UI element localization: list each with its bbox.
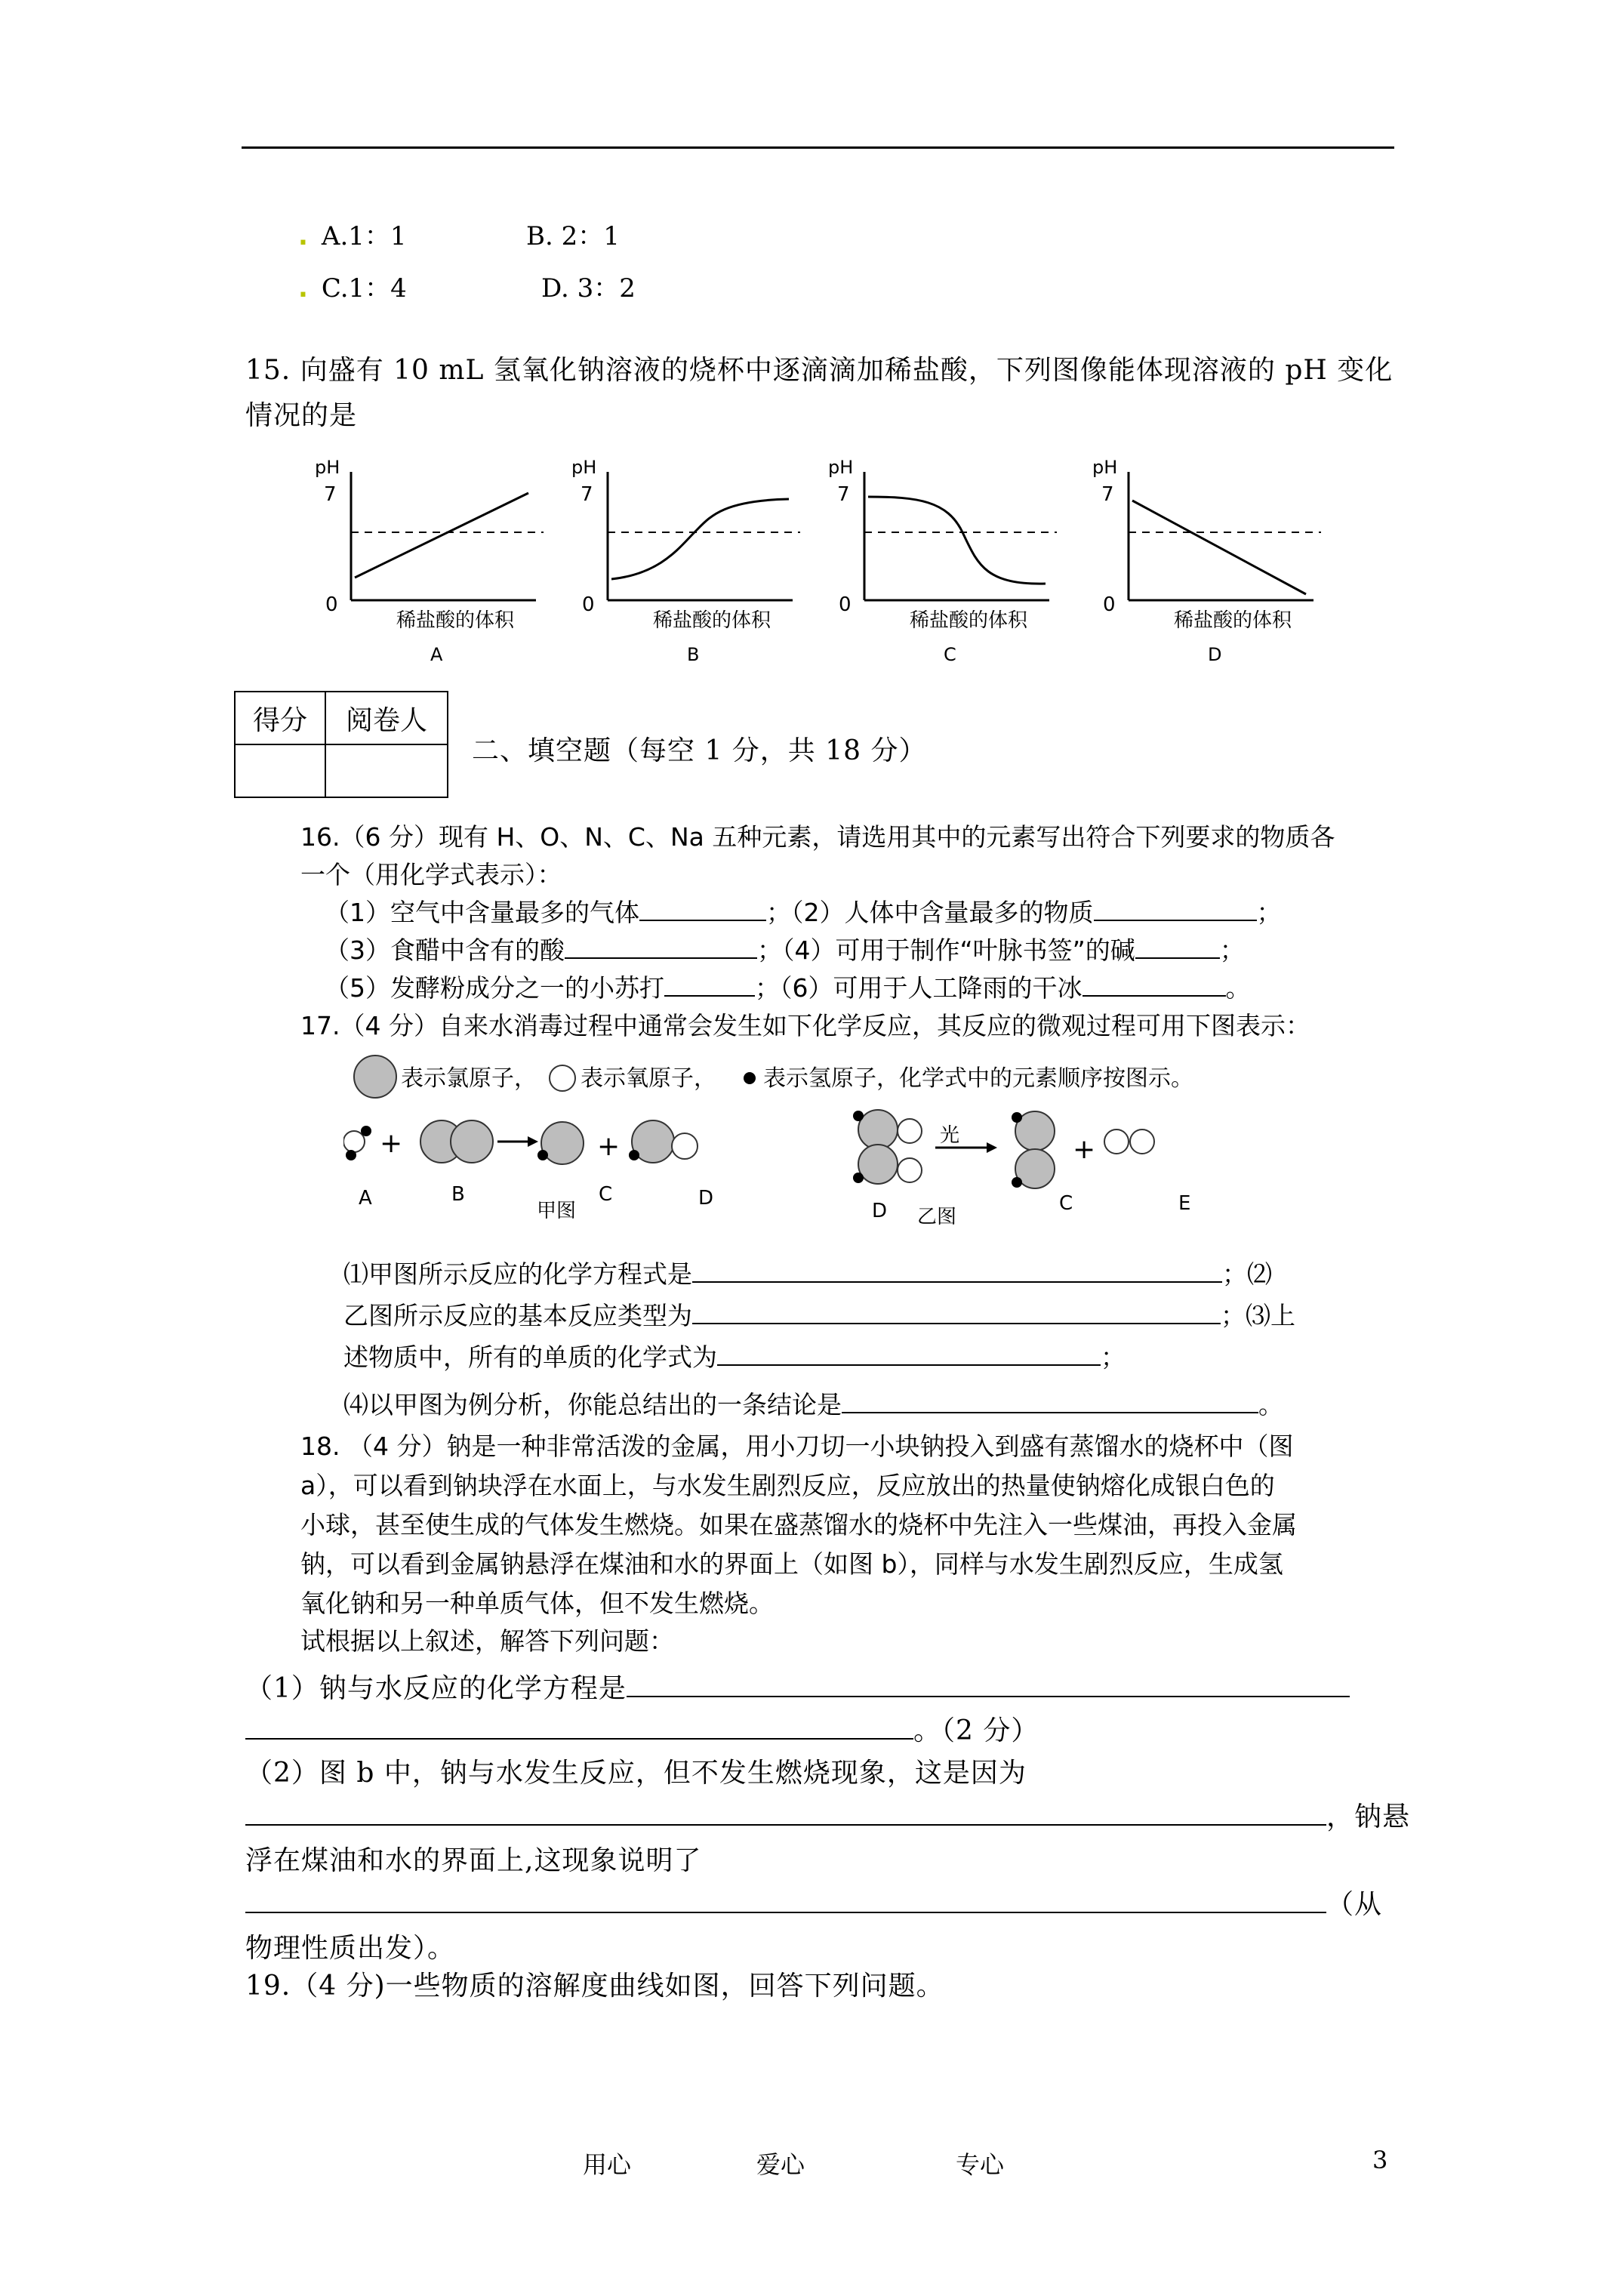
score-table — [234, 691, 448, 798]
score-cell[interactable] — [235, 744, 325, 797]
q16-semi-2: ； — [1219, 935, 1245, 965]
footer-b: 爱心 — [756, 2150, 805, 2179]
ph-chart-letter: B — [687, 644, 700, 665]
arrow-2-head — [987, 1142, 997, 1153]
ph-chart-tick-7: 7 — [837, 483, 850, 506]
q16-line2: 一个（用化学式表示）： — [300, 860, 562, 889]
ph-chart-curve — [611, 499, 789, 579]
legend-chlorine-label: 表示氯原子， — [401, 1065, 537, 1092]
ph-chart-letter: D — [1208, 644, 1222, 665]
q16-item6-label: ；（6）可用于人工降雨的干冰 — [755, 973, 1083, 1003]
q18-line1: 18. （4 分）钠是一种非常活泼的金属，用小刀切一小块钠投入到盛有蒸馏水的烧杯中（图 — [300, 1432, 1294, 1461]
q17-title: 17.（4 分）自来水消毒过程中通常会发生如下化学反应，其反应的微观过程可用下图表示： — [300, 1011, 1310, 1040]
q17-part1 — [343, 1255, 1272, 1290]
q18-blank-1[interactable] — [627, 1667, 1350, 1697]
q18-line2: a），可以看到钠块浮在水面上，与水发生剧烈反应，反应放出的热量使钠熔化成银白色的 — [300, 1471, 1275, 1500]
jia-name: 甲图 — [537, 1200, 577, 1222]
option-c: C.1：4 — [321, 273, 407, 304]
option-row-1: . A.1：1 — [298, 221, 407, 251]
ph-chart-tick-0: 0 — [839, 593, 852, 616]
q17-diagram-svg — [343, 1049, 1340, 1231]
ph-chart-ylabel: pH — [571, 457, 597, 478]
option-b: B. 2：1 — [526, 221, 620, 251]
q16-row2 — [325, 931, 1245, 966]
plus-3: + — [1073, 1134, 1096, 1165]
oxygen-atom-icon — [550, 1065, 575, 1091]
q17-part2-end: ；⑶上 — [1221, 1301, 1295, 1330]
q16-item1-label: （1）空气中含量最多的气体 — [325, 898, 639, 927]
q19-line: 19.（4 分)一些物质的溶解度曲线如图，回答下列问题。 — [245, 1971, 944, 2002]
q16-period: 。 — [1225, 973, 1251, 1003]
arrow-1-head — [528, 1136, 538, 1147]
q17-part2 — [343, 1296, 1295, 1332]
footer-c: 专心 — [956, 2150, 1005, 2179]
page-number: 3 — [1372, 2146, 1388, 2174]
q18-sub1-end: 。（2 分） — [913, 1715, 1039, 1746]
ph-chart-xlabel: 稀盐酸的体积 — [1174, 609, 1292, 632]
q18-sub2: （2）图 b 中，钠与水发生反应，但不发生燃烧现象，这是因为 — [245, 1758, 1027, 1789]
jia-letter-d: D — [698, 1187, 714, 1210]
q18-sub2-end: ，钠悬 — [1326, 1801, 1411, 1832]
ph-chart-letter: A — [430, 644, 443, 665]
q17-part4 — [343, 1385, 1283, 1421]
q16-row3 — [325, 969, 1251, 1004]
q16-item2-label: ；（2）人体中含量最多的物质 — [766, 898, 1094, 927]
ph-chart-a — [315, 457, 544, 665]
q17-part1-label: ⑴甲图所示反应的化学方程式是 — [343, 1259, 692, 1289]
yi-letter-e: E — [1178, 1192, 1191, 1215]
ph-charts-svg — [306, 449, 1423, 676]
section2-title: 二、填空题（每空 1 分，共 18 分） — [472, 735, 927, 766]
yi-letter-d: D — [872, 1200, 888, 1222]
ph-chart-tick-7: 7 — [581, 483, 593, 506]
q17-part3 — [343, 1338, 1126, 1373]
ph-chart-ylabel: pH — [315, 457, 340, 478]
ph-chart-tick-7: 7 — [324, 483, 337, 506]
molecule-b-icon — [420, 1120, 493, 1163]
q18-line6: 试根据以上叙述，解答下列问题： — [300, 1626, 674, 1656]
q16-blank-5[interactable] — [664, 969, 755, 997]
grader-cell[interactable] — [325, 744, 448, 797]
grader-header: 阅卷人 — [325, 692, 448, 744]
legend-oxygen-label: 表示氧原子， — [581, 1065, 716, 1092]
q16-semi-1: ； — [1256, 898, 1282, 927]
ph-chart-tick-7: 7 — [1101, 483, 1114, 506]
q17-blank-2[interactable] — [692, 1296, 1221, 1324]
yi-name: 乙图 — [917, 1206, 957, 1228]
q17-part1-end: ；⑵ — [1222, 1259, 1272, 1289]
q17-blank-4[interactable] — [842, 1385, 1258, 1413]
q18-sub4: 物理性质出发）。 — [245, 1933, 456, 1964]
q18-blank-1b[interactable] — [245, 1709, 913, 1740]
chlorine-atom-icon — [354, 1056, 396, 1098]
q18-sub3: 浮在煤油和水的界面上,这现象说明了 — [245, 1845, 702, 1876]
q16-item4-label: ；（4）可用于制作“叶脉书签”的碱 — [757, 935, 1135, 965]
molecule-c-icon — [537, 1122, 584, 1164]
q18-line3: 小球，甚至使生成的气体发生燃烧。如果在盛蒸馏水的烧杯中先注入一些煤油，再投入金属 — [300, 1510, 1297, 1539]
q16-line1: 16.（6 分）现有 H、O、N、C、Na 五种元素，请选用其中的元素写出符合下列要求的物质各 — [300, 822, 1335, 852]
ph-chart-xlabel: 稀盐酸的体积 — [910, 609, 1028, 632]
q17-blank-3[interactable] — [717, 1338, 1101, 1366]
q17-part3-end: ； — [1101, 1342, 1126, 1372]
q16-blank-6[interactable] — [1083, 969, 1226, 997]
ph-chart-ylabel: pH — [828, 457, 854, 478]
q17-part2-label: 乙图所示反应的基本反应类型为 — [343, 1301, 692, 1330]
q18-sub1 — [245, 1667, 1350, 1706]
ph-chart-c — [828, 457, 1057, 665]
q17-part4-end: 。 — [1258, 1390, 1283, 1419]
plus-1: + — [380, 1128, 403, 1159]
q18-sub1-cont — [245, 1709, 1039, 1748]
q16-blank-4[interactable] — [1135, 931, 1220, 959]
hydrogen-atom-icon — [744, 1072, 756, 1084]
q18-sub1-label: （1）钠与水反应的化学方程是 — [245, 1673, 627, 1704]
q18-line4: 钠，可以看到金属钠悬浮在煤油和水的界面上（如图 b），同样与水发生剧烈反应，生成氢 — [300, 1549, 1283, 1579]
ph-chart-tick-0: 0 — [1103, 593, 1116, 616]
q18-blank-2[interactable] — [245, 1795, 1326, 1826]
ph-chart-d — [1092, 457, 1321, 665]
molecule-a-icon — [343, 1126, 371, 1160]
jia-letter-c: C — [599, 1183, 613, 1206]
q18-blank-3[interactable] — [245, 1883, 1326, 1913]
ph-chart-xlabel: 稀盐酸的体积 — [396, 609, 515, 632]
ph-chart-letter: C — [944, 644, 956, 665]
q17-blank-1[interactable] — [692, 1255, 1222, 1283]
yi-letter-c: C — [1059, 1192, 1073, 1215]
ph-chart-curve — [868, 497, 1046, 584]
q16-row1 — [325, 893, 1282, 929]
ph-chart-b — [571, 457, 800, 665]
q15-line2: 情况的是 — [245, 400, 358, 431]
score-header: 得分 — [235, 692, 325, 744]
option-a: A.1：1 — [321, 221, 407, 251]
plus-2: + — [597, 1131, 621, 1162]
q18-sub3-end: （从 — [1326, 1889, 1383, 1920]
q18-line5: 氧化钠和另一种单质气体，但不发生燃烧。 — [300, 1589, 774, 1618]
option-d: D. 3：2 — [541, 273, 636, 304]
jia-letter-b: B — [451, 1183, 465, 1206]
molecule-d-icon — [629, 1120, 698, 1163]
header-rule — [242, 146, 1394, 149]
legend-hydrogen-label: 表示氢原子，化学式中的元素顺序按图示。 — [763, 1065, 1193, 1092]
option-row-2: . C.1：4 — [298, 273, 407, 304]
q18-sub3-cont — [245, 1883, 1382, 1922]
q15-line1: 15. 向盛有 10 mL 氢氧化钠溶液的烧杯中逐滴滴加稀盐酸，下列图像能体现溶液的 pH 变化 — [245, 355, 1394, 386]
footer-a: 用心 — [583, 2150, 632, 2179]
ph-charts — [306, 449, 1423, 679]
q16-blank-2[interactable] — [1094, 893, 1257, 921]
q16-blank-1[interactable] — [639, 893, 766, 921]
jia-letter-a: A — [359, 1187, 372, 1210]
q16-item5-label: （5）发酵粉成分之一的小苏打 — [325, 973, 664, 1003]
q16-blank-3[interactable] — [565, 931, 757, 959]
molecule-c-pair-icon — [1012, 1111, 1055, 1188]
ph-chart-curve — [355, 493, 528, 578]
arrow-label-light: 光 — [940, 1124, 960, 1147]
molecule-d-pair-icon — [853, 1110, 922, 1184]
ph-chart-ylabel: pH — [1092, 457, 1118, 478]
q16-item3-label: （3）食醋中含有的酸 — [325, 935, 565, 965]
q17-part3-label: 述物质中，所有的单质的化学式为 — [343, 1342, 717, 1372]
q18-sub2-cont — [245, 1795, 1410, 1834]
ph-chart-xlabel: 稀盐酸的体积 — [653, 609, 771, 632]
ph-chart-tick-0: 0 — [325, 593, 338, 616]
ph-chart-tick-0: 0 — [582, 593, 595, 616]
q17-part4-label: ⑷以甲图为例分析，你能总结出的一条结论是 — [343, 1390, 842, 1419]
molecule-e-icon — [1104, 1130, 1154, 1154]
q17-diagram — [343, 1049, 1340, 1234]
ph-chart-curve — [1132, 501, 1306, 594]
